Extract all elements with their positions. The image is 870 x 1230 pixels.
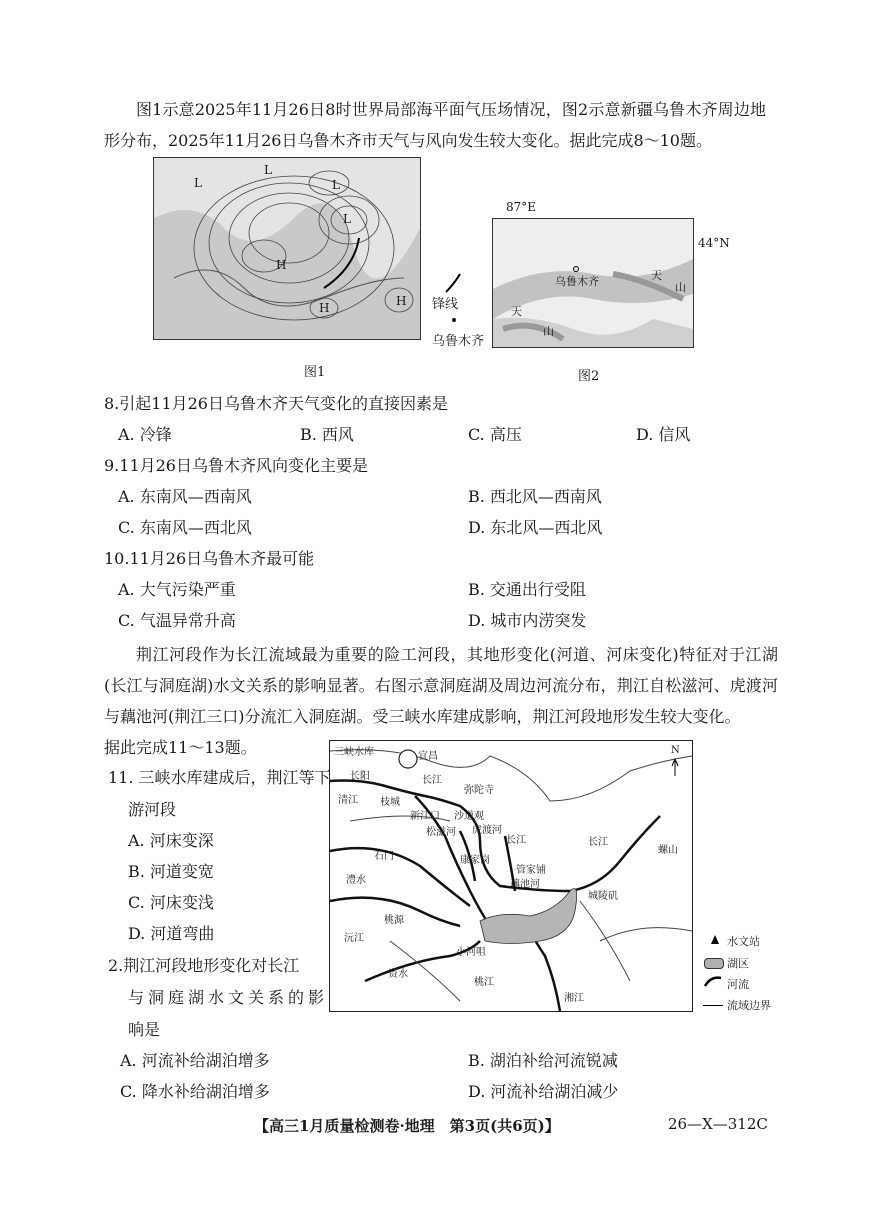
dongting-lake-map bbox=[329, 740, 693, 1012]
label-shimen: 石门 bbox=[374, 851, 394, 862]
label-taojiang: 桃江 bbox=[474, 977, 494, 988]
question-12-stem-line-2: 与洞庭湖水文关系的影 bbox=[128, 988, 329, 1007]
urumqi-legend-label: 乌鲁木齐 bbox=[432, 334, 485, 349]
figure-1-caption: 图1 bbox=[304, 365, 326, 380]
question-12-option-d[interactable]: D. 河流补给湖泊减少 bbox=[468, 1082, 619, 1101]
question-10-option-c[interactable]: C. 气温异常升高 bbox=[118, 611, 236, 630]
label-ouchi-river: 藕池河 bbox=[510, 879, 540, 890]
question-9-stem: 9.11月26日乌鲁木齐风向变化主要是 bbox=[104, 456, 368, 475]
label-chenglingji: 城陵矶 bbox=[588, 891, 618, 902]
tianshan-label-1a: 天 bbox=[651, 269, 662, 282]
latitude-label: 44°N bbox=[698, 236, 730, 250]
label-mituosi: 弥陀寺 bbox=[464, 785, 494, 796]
label-xiangjiang: 湘江 bbox=[564, 993, 584, 1004]
label-yichang: 宜昌 bbox=[418, 751, 438, 762]
low-label-1: L bbox=[194, 176, 202, 190]
question-8-option-b[interactable]: B. 西风 bbox=[300, 425, 354, 444]
question-12-stem-line-1: 2.荆江河段地形变化对长江 bbox=[108, 956, 300, 975]
figure-2-caption: 图2 bbox=[578, 369, 600, 384]
high-label-1: H bbox=[276, 258, 287, 272]
question-8-option-a[interactable]: A. 冷锋 bbox=[118, 425, 172, 444]
tianshan-label-2b: 山 bbox=[543, 325, 554, 338]
label-hudu-river: 虎渡河 bbox=[472, 825, 502, 836]
high-label-3: H bbox=[396, 294, 407, 308]
legend-lake-area: 湖区 bbox=[727, 957, 749, 970]
label-changjiang-1: 长江 bbox=[422, 775, 442, 786]
label-changyang: 长阳 bbox=[350, 771, 370, 782]
label-shadaoguan: 沙道观 bbox=[454, 811, 484, 822]
tianshan-label-1b: 山 bbox=[675, 281, 686, 294]
question-9-option-a[interactable]: A. 东南风—西南风 bbox=[118, 487, 252, 506]
lake-area-icon bbox=[704, 958, 724, 969]
question-12-option-a[interactable]: A. 河流补给湖泊增多 bbox=[120, 1051, 270, 1070]
question-9-option-c[interactable]: C. 东南风—西北风 bbox=[118, 518, 252, 537]
page-footer-code: 26—X—312C bbox=[668, 1115, 768, 1133]
legend-watershed-boundary: 流域边界 bbox=[727, 999, 771, 1012]
question-11-stem-line-2: 游河段 bbox=[128, 800, 177, 819]
label-qingjiang: 清江 bbox=[338, 795, 358, 806]
urumqi-map-label: 乌鲁木齐 bbox=[555, 275, 599, 288]
question-8-stem: 8.引起11月26日乌鲁木齐天气变化的直接因素是 bbox=[104, 394, 448, 413]
intro-paragraph-1: 图1示意2025年11月26日8时世界局部海平面气压场情况，图2示意新疆乌鲁木齐周边地形分布，2025年11月26日乌鲁木齐市天气与风向发生较大变化。据此完成8～10题。 bbox=[104, 100, 766, 150]
label-guanjiapu: 管家铺 bbox=[516, 865, 546, 876]
figure-1-pressure-map bbox=[153, 157, 421, 340]
figure-2-terrain-map bbox=[492, 218, 694, 348]
label-changjiang-3: 长江 bbox=[588, 837, 608, 848]
question-9-option-b[interactable]: B. 西北风—西南风 bbox=[468, 487, 602, 506]
question-11-stem-line-1: 11. 三峡水库建成后，荆江等下 bbox=[108, 768, 331, 787]
label-taoyuan: 桃源 bbox=[384, 915, 404, 926]
question-10-option-b[interactable]: B. 交通出行受阻 bbox=[468, 580, 586, 599]
tianshan-label-2a: 天 bbox=[511, 305, 522, 318]
page-footer-title: 【高三1月质量检测卷·地理 第3页(共6页)】 bbox=[254, 1117, 560, 1135]
longitude-label: 87°E bbox=[506, 200, 537, 214]
hydrological-station-icon bbox=[711, 935, 719, 944]
label-xinjiangkou: 新江口 bbox=[410, 811, 440, 822]
boundary-legend-icon bbox=[703, 1005, 723, 1006]
question-12-option-c[interactable]: C. 降水补给湖泊增多 bbox=[120, 1082, 270, 1101]
label-lishui: 澧水 bbox=[346, 875, 366, 886]
high-label-2: H bbox=[319, 301, 330, 315]
label-yuanjiang: 沅江 bbox=[344, 933, 364, 944]
low-label-3: L bbox=[332, 178, 340, 192]
label-sanxia-reservoir: 三峡水库 bbox=[334, 747, 374, 758]
question-12-stem-line-3: 响是 bbox=[128, 1020, 161, 1039]
north-arrow-label: N bbox=[671, 745, 680, 756]
question-11-option-c[interactable]: C. 河床变浅 bbox=[128, 893, 214, 912]
question-10-option-a[interactable]: A. 大气污染严重 bbox=[118, 580, 236, 599]
question-10-stem: 10.11月26日乌鲁木齐最可能 bbox=[104, 549, 315, 568]
question-10-option-d[interactable]: D. 城市内涝突发 bbox=[468, 611, 587, 630]
question-9-option-d[interactable]: D. 东北风—西北风 bbox=[468, 518, 603, 537]
low-label-2: L bbox=[264, 163, 272, 177]
label-songzi-river: 松滋河 bbox=[426, 827, 456, 838]
intro-paragraph-2-last-line: 据此完成11～13题。 bbox=[104, 738, 257, 757]
label-kangjiagang: 康家岗 bbox=[460, 855, 490, 866]
label-zishui: 资水 bbox=[388, 969, 408, 980]
question-12-option-b[interactable]: B. 湖泊补给河流锐减 bbox=[468, 1051, 618, 1070]
question-11-option-d[interactable]: D. 河道弯曲 bbox=[128, 924, 215, 943]
legend-hydrological-station: 水文站 bbox=[727, 935, 760, 948]
question-8-option-c[interactable]: C. 高压 bbox=[468, 425, 522, 444]
label-zhicheng: 枝城 bbox=[380, 797, 400, 808]
label-luoshan: 螺山 bbox=[658, 845, 678, 856]
low-label-4: L bbox=[343, 212, 351, 226]
question-8-option-d[interactable]: D. 信风 bbox=[636, 425, 691, 444]
urumqi-dot-icon bbox=[452, 318, 456, 322]
intro-paragraph-2: 荆江河段作为长江流域最为重要的险工河段，其地形变化(河道、河床变化)特征对于江湖(长江与洞庭湖)水文关系的影响显著。右图示意洞庭湖及周边河流分布，荆江自松滋河、虎渡河与藕池河(荆江三口)分流汇入洞庭湖。受三峡水库建成影响，荆江河段地形发生较大变化。 bbox=[104, 645, 778, 726]
front-line-legend-label: 锋线 bbox=[432, 297, 459, 312]
label-changjiang-2: 长江 bbox=[506, 835, 526, 846]
question-11-option-b[interactable]: B. 河道变宽 bbox=[128, 862, 214, 881]
question-11-option-a[interactable]: A. 河床变深 bbox=[128, 831, 214, 850]
legend-river: 河流 bbox=[727, 978, 749, 991]
river-legend-icon bbox=[703, 974, 723, 988]
label-xiaoheju: 小河咀 bbox=[456, 947, 486, 958]
